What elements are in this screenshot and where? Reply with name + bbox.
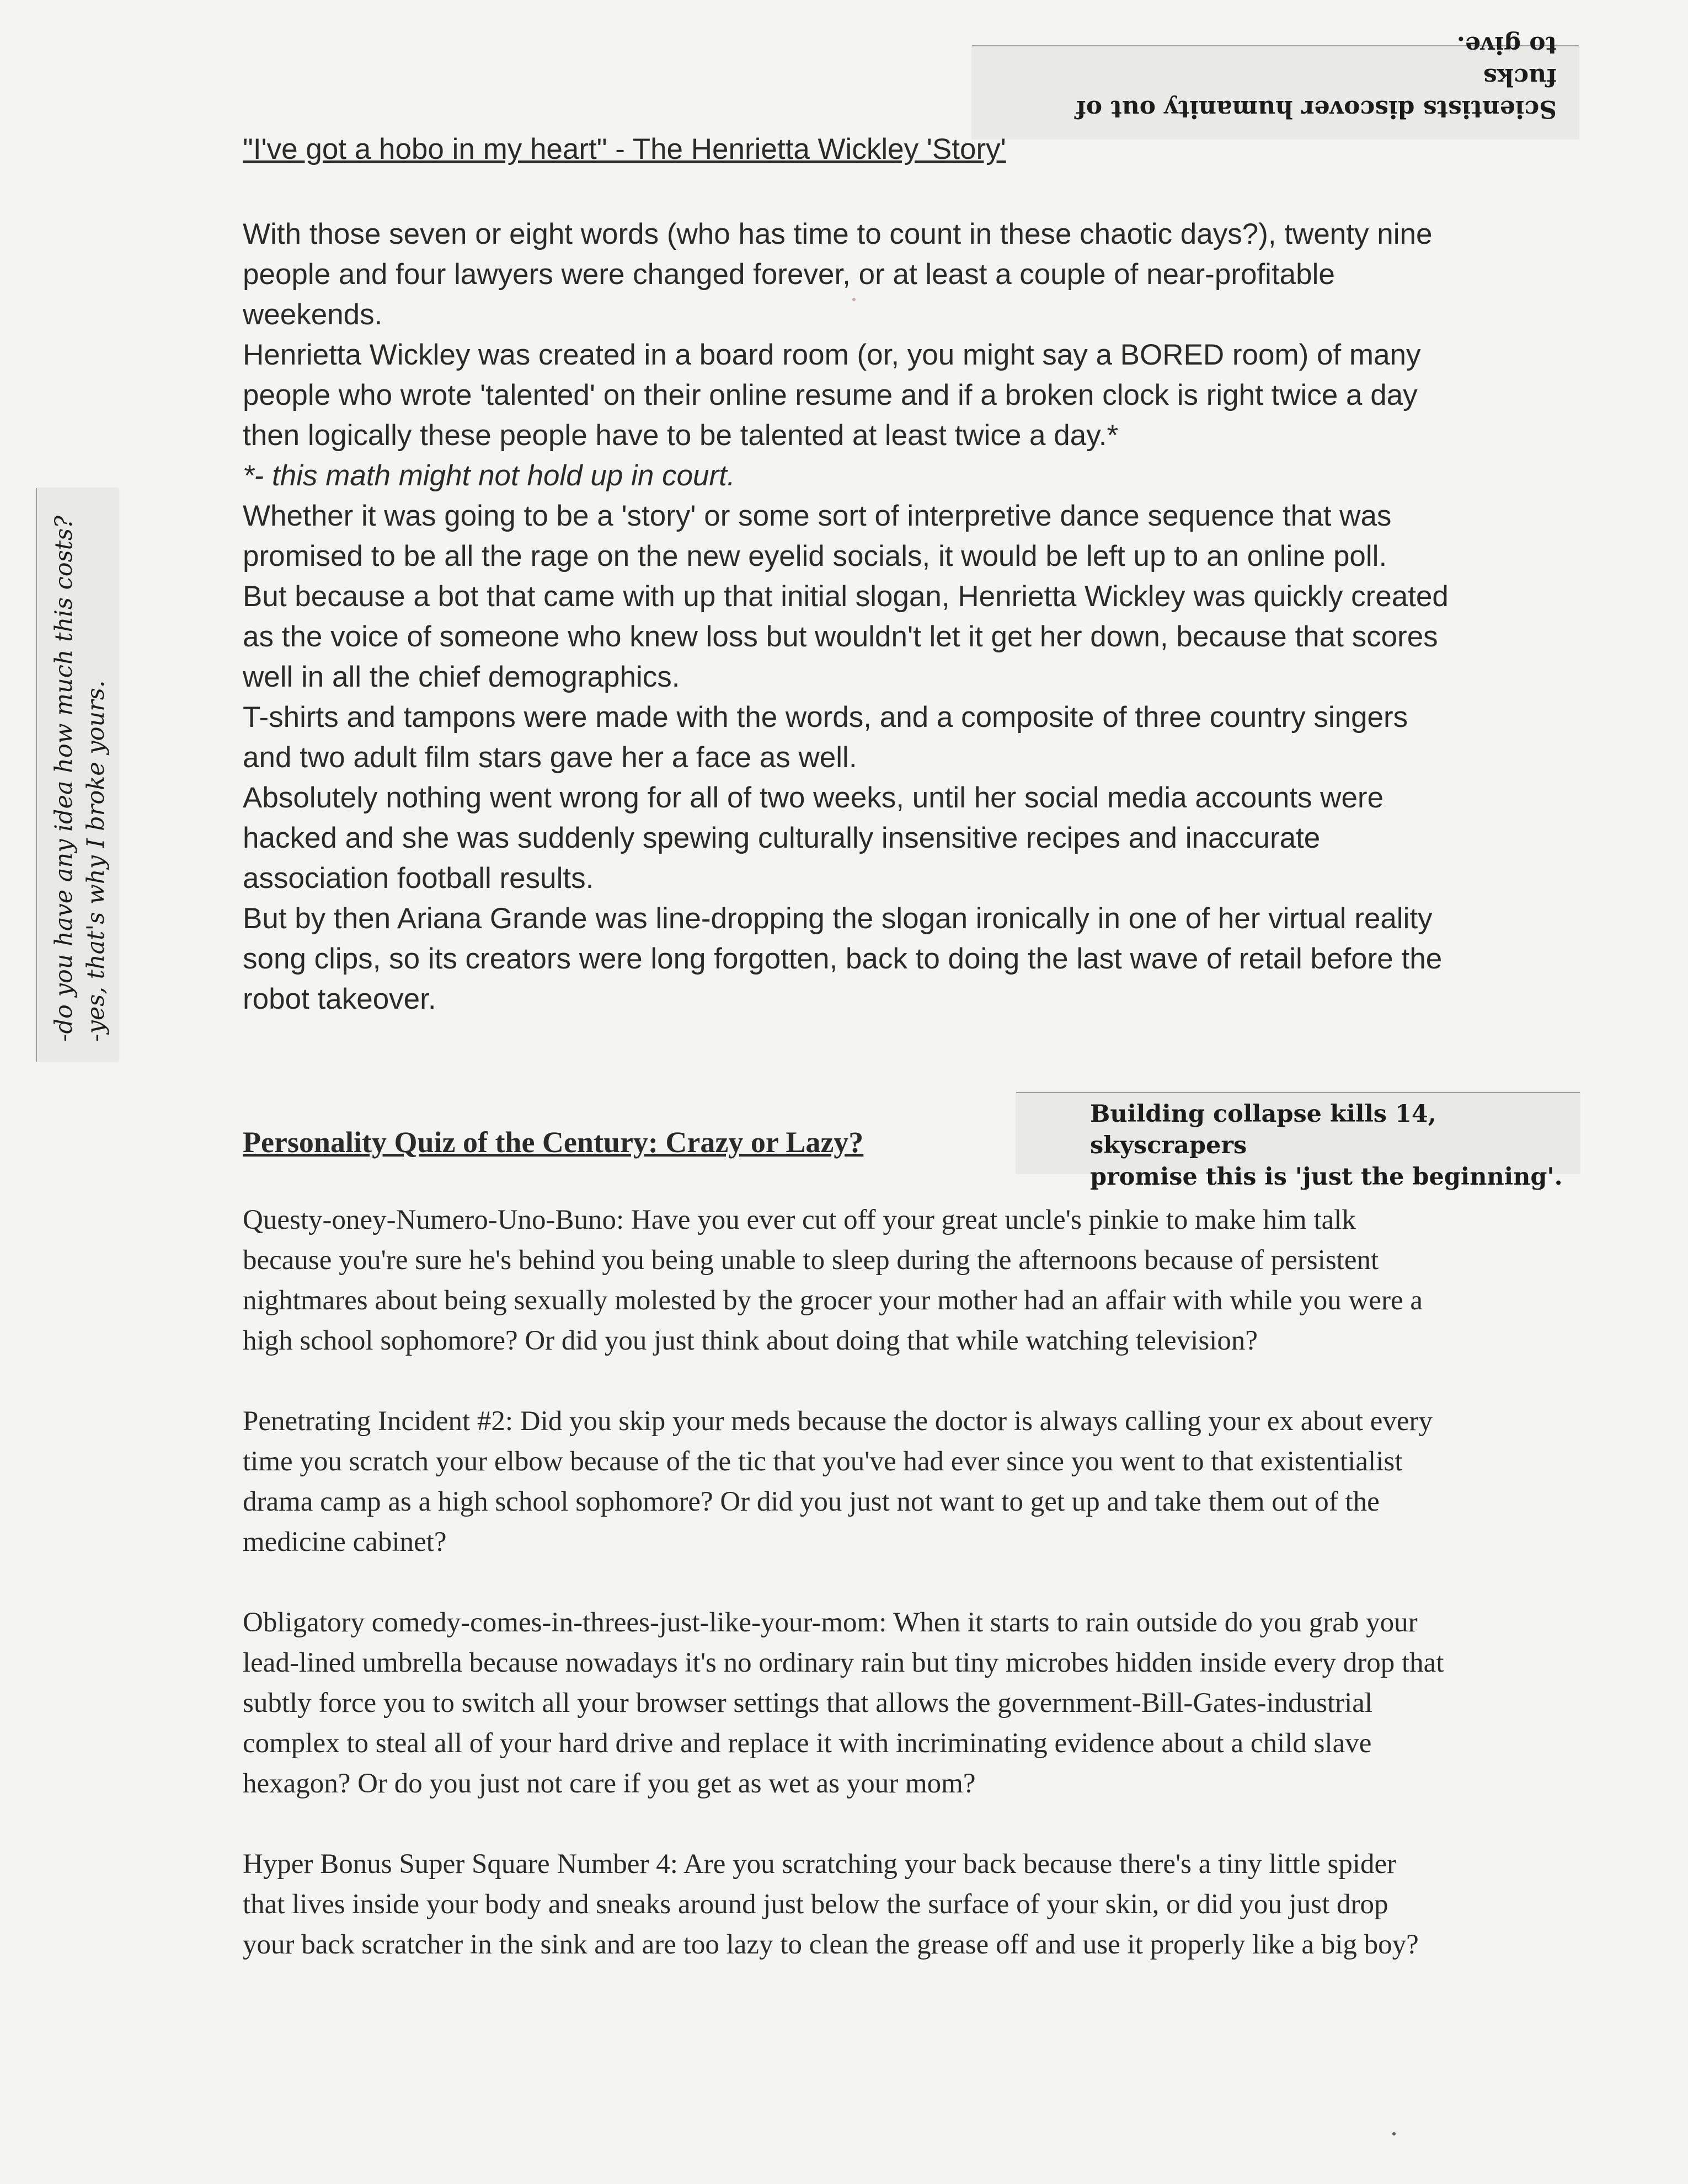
newspaper-clipping-right — [1016, 1092, 1580, 1191]
article-body — [243, 214, 1451, 1019]
article-paragraph: Henrietta Wickley was created in a board room (or, you might say a BORED room) of many people who wrote 'talented' on their online resume and if a broken clock is right twice a day then logically these people have to be talented at least twice a day.* — [243, 339, 1421, 452]
article-paragraph: Absolutely nothing went wrong for all of two weeks, until her social media accounts were hacked and she was suddenly spewing culturally insensitive recipes and inaccurate association football results. — [243, 781, 1384, 895]
newspaper-clipping-top — [972, 31, 1579, 139]
article-title: "I've got a hobo in my heart" - The Henrietta Wickley 'Story' — [243, 133, 1006, 165]
article-paragraph: Whether it was going to be a 'story' or some sort of interpretive dance sequence that was promised to be all the rage on the new eyelid socials, it would be left up to an online poll. — [243, 500, 1392, 572]
quiz-question: Penetrating Incident #2: Did you skip your meds because the doctor is always calling your ex about every time you scratch your elbow because of the tic that you've had ever since you went to that existentialist drama camp as a high school sophomore? Or did you just not want to get up and take them out of the medicine cabinet? — [243, 1406, 1433, 1557]
scan-speck — [852, 298, 856, 301]
article-paragraph: With those seven or eight words (who has time to count in these chaotic days?), twenty nine people and four lawyers were changed forever, or at least a couple of near-profitable weekends. — [243, 218, 1433, 331]
quiz-body — [243, 1200, 1445, 2005]
clipping-right-line1: Building collapse kills 14, skyscrapers — [1090, 1100, 1436, 1159]
clipping-side-line1: -do you have any idea how much this costs? — [50, 515, 78, 1042]
quiz-question: Obligatory comedy-comes-in-threes-just-like-your-mom: When it starts to rain outside do you grab your lead-lined umbrella because nowadays it's no ordinary rain but tiny microbes hidden inside every drop that subtly force you to switch all your browser settings that allows the government-Bill-Gates-industrial complex to steal all of your hard drive and replace it with incriminating evidence about a child slave hexagon? Or do you just not care if you get as wet as your mom? — [243, 1607, 1444, 1799]
article-paragraph: T-shirts and tampons were made with the words, and a composite of three country singers and two adult film stars gave her a face as well. — [243, 701, 1408, 774]
quiz-question: Hyper Bonus Super Square Number 4: Are you scratching your back because there's a tiny little spider that lives inside your body and sneaks around just below the surface of your skin, or did you just drop your back scratcher in the sink and are too lazy to clean the grease off and use it properly like a big boy? — [243, 1849, 1419, 1960]
article-footnote: *- this math might not hold up in court. — [243, 459, 735, 492]
clipping-top-line1: Scientists discover humanity out of fucks — [1075, 63, 1557, 123]
quiz-question: Questy-oney-Numero-Uno-Buno: Have you ever cut off your great uncle's pinkie to make him talk because you're sure he's behind you being unable to sleep during the afternoons because of persistent nightmares about being sexually molested by the grocer your mother had an affair with while you were a high school sophomore? Or did you just think about doing that while watching television? — [243, 1205, 1423, 1356]
clipping-top-line2: to give. — [1456, 31, 1557, 59]
article-paragraph: But by then Ariana Grande was line-dropping the slogan ironically in one of her virtual reality song clips, so its creators were long forgotten, back to doing the last wave of retail before the robot takeover. — [243, 902, 1443, 1015]
newspaper-clipping-side — [36, 488, 119, 1062]
clipping-side-line2: -yes, that's why I broke yours. — [82, 680, 110, 1042]
scan-speck — [1392, 2132, 1396, 2135]
article-paragraph: But because a bot that came with up that initial slogan, Henrietta Wickley was quickly created as the voice of someone who knew loss but wouldn't let it get her down, because that scores well in all the chief demographics. — [243, 580, 1449, 693]
quiz-title: Personality Quiz of the Century: Crazy or Lazy? — [243, 1126, 864, 1159]
clipping-right-line2: promise this is 'just the beginning'. — [1090, 1163, 1563, 1191]
